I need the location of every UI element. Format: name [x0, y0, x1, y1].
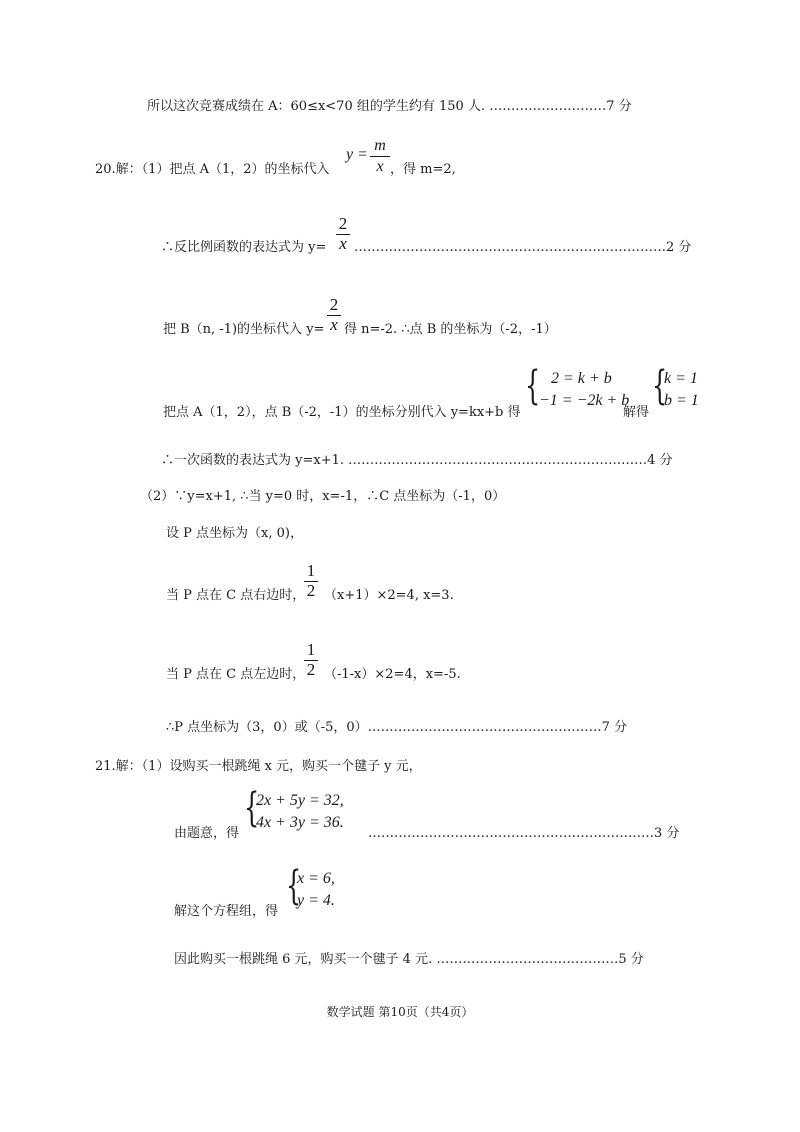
page-footer: 数学试题 第10页（共4页） — [326, 1005, 474, 1019]
solution-kb — [664, 368, 699, 412]
formula-y-equals: y = — [346, 146, 368, 163]
fraction-1-numerator: 1 — [306, 561, 316, 580]
solution-row-k: k = 1 — [664, 370, 698, 387]
fraction-x-denominator: x — [376, 158, 384, 175]
q20-intro: 20.解：（1）把点 A（1，2）的坐标代入 — [95, 162, 330, 177]
fraction-1-numerator: 1 — [306, 640, 316, 659]
fraction-m-numerator: m — [374, 137, 386, 154]
left-brace-icon: { — [244, 785, 260, 831]
p-coordinates-result: ∴P 点坐标为（3，0）或（-5，0）………………………………………………7 分 — [166, 720, 628, 735]
substitute-a-b: 把点 A（1，2），点 B（-2，-1）的坐标分别代入 y=kx+b 得 — [163, 405, 521, 420]
fraction-2-denominator: 2 — [306, 660, 316, 679]
substitute-b: 把 B（n, -1)的坐标代入 y= — [163, 322, 325, 337]
solution-row-y: y = 4. — [297, 892, 335, 909]
fraction-2-numerator: 2 — [338, 214, 348, 233]
left-brace-icon: { — [652, 363, 668, 409]
equation-row-2: 4x + 3y = 36. — [256, 814, 344, 831]
linear-function-expression: ∴一次函数的表达式为 y=x+1. ……………………………………………………………4 分 — [161, 453, 673, 468]
score-3: …………………………………………………………3 分 — [368, 826, 680, 841]
inverse-function-expression: ∴反比例函数的表达式为 y= — [161, 240, 327, 255]
equation-row-1: 2x + 5y = 32, — [256, 792, 344, 809]
p-right-of-c: 当 P 点在 C 点右边时， — [166, 588, 306, 603]
p-right-equation: （x+1）×2=4, x=3. — [324, 588, 454, 603]
fraction-bar — [370, 156, 390, 157]
equation-system-kb — [539, 368, 629, 412]
text-line-score: 所以这次竞赛成绩在 A：60≤x<70 组的学生约有 150 人. ………………………7 分 — [147, 99, 632, 114]
fraction-2-denominator: 2 — [306, 581, 316, 600]
solve-system-label: 解这个方程组，得 — [174, 904, 279, 919]
solve-label: 解得 — [623, 405, 650, 420]
solution-row-b: b = 1 — [664, 392, 699, 409]
score-2: ………………………………………………………………2 分 — [354, 240, 692, 255]
solution-xy — [297, 868, 335, 912]
equation-row-2: −1 = −2k + b — [539, 392, 630, 409]
solution-row-x: x = 6, — [297, 870, 335, 887]
q21-intro: 21.解：（1）设购买一根跳绳 x 元，购买一个毽子 y 元， — [95, 759, 422, 774]
let-point-p: 设 P 点坐标为（x, 0)， — [166, 526, 303, 541]
left-brace-icon: { — [525, 363, 541, 409]
equation-system-xy — [256, 790, 344, 834]
p-left-equation: （-1-x）×2=4，x=-5. — [324, 667, 461, 682]
part2-point-c: （2）∵y=x+1, ∴当 y=0 时，x=-1，∴C 点坐标为（-1，0） — [140, 489, 506, 504]
p-left-of-c: 当 P 点在 C 点左边时， — [166, 667, 306, 682]
by-problem-label: 由题意，得 — [174, 826, 240, 841]
equation-row-1: 2 = k + b — [551, 370, 612, 387]
q20-result-m: ，得 m=2, — [390, 162, 456, 177]
fraction-x-denominator: x — [339, 234, 347, 253]
final-answer: 因此购买一根跳绳 6 元，购买一个毽子 4 元. ……………………………………5 分 — [174, 952, 644, 967]
fraction-2-numerator: 2 — [329, 295, 339, 314]
point-b-result: 得 n=-2. ∴点 B 的坐标为（-2，-1） — [344, 322, 557, 337]
fraction-x-denominator: x — [330, 315, 338, 334]
left-brace-icon: { — [286, 863, 302, 909]
